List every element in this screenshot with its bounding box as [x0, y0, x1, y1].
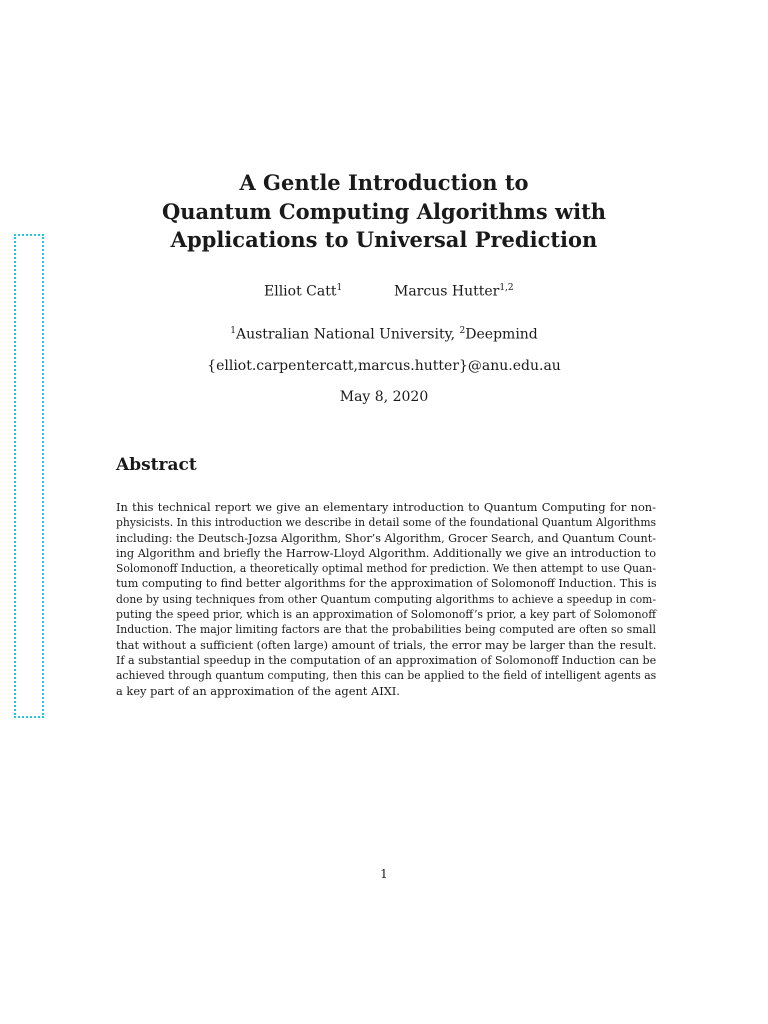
- abstract-line: a key part of an approximation of the agent AIXI.: [116, 683, 400, 698]
- abstract-body: [116, 500, 656, 699]
- affil-sup-2: 2: [459, 326, 466, 336]
- abstract-line: Solomonoff Induction, a theoretically optimal method for prediction. We then attempt to use Quan-: [116, 562, 656, 576]
- abstract-line: physicists. In this introduction we describe in detail some of the foundational Quantum Algorithms: [116, 516, 657, 530]
- abstract-line: tum computing to find better algorithms for the approximation of Solomonoff Induction. This is: [116, 577, 657, 591]
- paper-title: [0, 169, 768, 255]
- author-list: [0, 283, 768, 303]
- paper-date: May 8, 2020: [339, 389, 429, 405]
- title-line-1: A Gentle Introduction to: [239, 170, 529, 195]
- abstract-line: achieved through quantum computing, then this can be applied to the field of intelligent agents as: [116, 669, 657, 683]
- author-emails: {elliot.carpentercatt,marcus.hutter}@anu.edu.au: [207, 358, 561, 374]
- abstract-line: including: the Deutsch-Jozsa Algorithm, Shor’s Algorithm, Grocer Search, and Quantum Count-: [116, 531, 656, 545]
- title-line-2: Quantum Computing Algorithms with: [161, 198, 607, 224]
- abstract-line: If a substantial speedup in the computation of an approximation of Solomonoff Induction can be: [116, 653, 657, 667]
- affil-text-1: Australian National University,: [235, 326, 460, 343]
- author-affil-sup: 1: [336, 283, 343, 293]
- affil-text-2: Deepmind: [465, 326, 538, 343]
- title-line-3: Applications to Universal Prediction: [170, 227, 598, 252]
- affiliations: [0, 326, 768, 343]
- author-affil-sup: 1,2: [499, 283, 514, 293]
- abstract-line: In this technical report we give an elementary introduction to Quantum Computing for non-: [116, 500, 656, 514]
- abstract-line: ing Algorithm and briefly the Harrow-Lloyd Algorithm. Additionally we give an introduction to: [116, 546, 656, 560]
- author-marcus-hutter: [394, 283, 514, 300]
- abstract-line: done by using techniques from other Quantum computing algorithms to achieve a speedup in com-: [116, 592, 656, 606]
- page-number: 1: [380, 867, 388, 881]
- abstract-line: Induction. The major limiting factors are that the probabilities being computed are often so small: [116, 623, 656, 637]
- author-name: Elliot Catt: [264, 283, 337, 300]
- abstract-line: puting the speed prior, which is an approximation of Solomonoff’s prior, a key part of Solomonoff: [116, 608, 656, 622]
- author-elliot-catt: [264, 283, 342, 300]
- affil-sup-1: 1: [230, 326, 236, 336]
- abstract-heading: Abstract: [116, 455, 197, 475]
- margin-selection-marker: [14, 234, 44, 718]
- abstract-line: that without a sufficient (often large) amount of trials, the error may be larger than the result.: [116, 638, 657, 652]
- author-name: Marcus Hutter: [394, 283, 500, 300]
